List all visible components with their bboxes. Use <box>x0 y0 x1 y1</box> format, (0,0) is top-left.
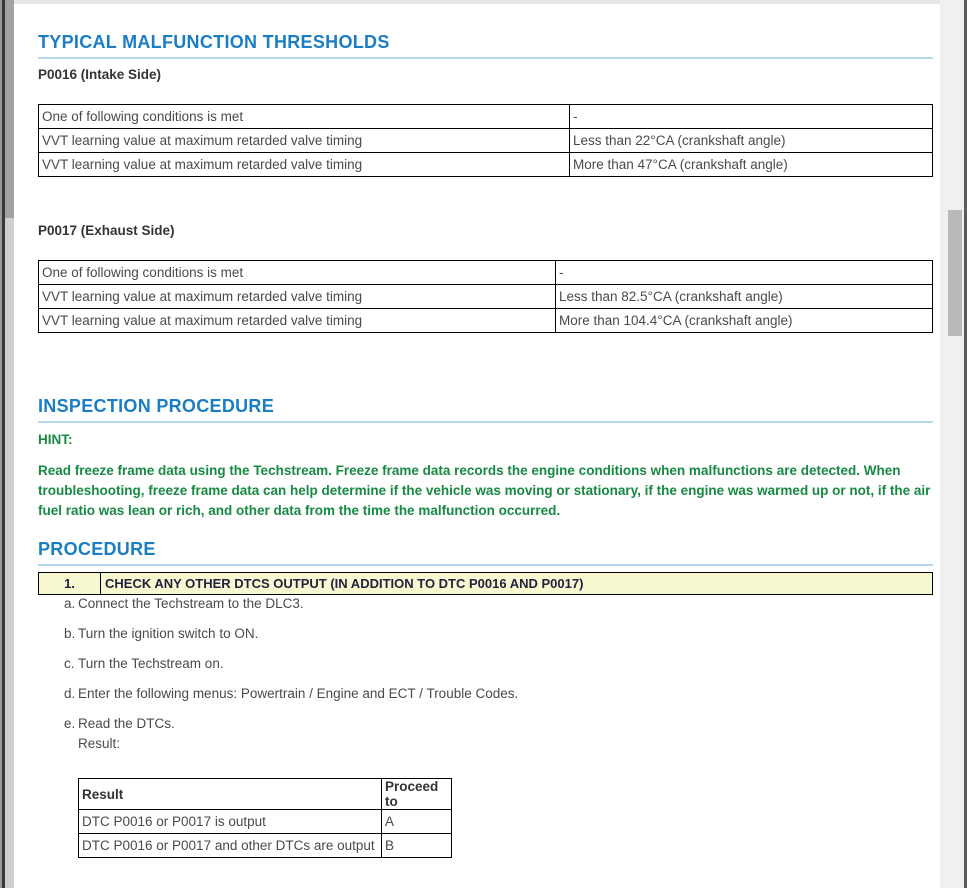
substep-b <box>64 626 924 641</box>
result-label: Result: <box>78 736 121 751</box>
threshold-cell: More than 104.4°CA (crankshaft angle) <box>556 309 933 333</box>
substep-text: Turn the ignition switch to ON. <box>78 626 259 641</box>
proceed-to-header: Proceed to <box>382 779 452 810</box>
condition-cell: VVT learning value at maximum retarded valve timing <box>39 309 556 333</box>
threshold-cell: - <box>556 261 933 285</box>
dtc-label-p0017: P0017 (Exhaust Side) <box>38 223 175 238</box>
threshold-cell: - <box>570 105 933 129</box>
hint-label: HINT: <box>38 432 73 447</box>
substep-text: Enter the following menus: Powertrain / Engine and ECT / Trouble Codes. <box>78 686 519 701</box>
substep-e <box>64 716 924 731</box>
document-content <box>38 0 933 888</box>
dtc-label-p0016: P0016 (Intake Side) <box>38 67 162 82</box>
table-row <box>39 309 933 333</box>
table-row <box>39 153 933 177</box>
procedure-step-header <box>38 572 933 595</box>
section-title-thresholds: TYPICAL MALFUNCTION THRESHOLDS <box>38 32 933 59</box>
table-row <box>39 261 933 285</box>
result-table <box>78 778 452 858</box>
substep-text: Read the DTCs. <box>78 716 175 731</box>
result-cell: DTC P0016 or P0017 is output <box>79 810 382 834</box>
hint-text: Read freeze frame data using the Techstream. Freeze frame data records the engine conditions when malfunctions are detected. When troubleshooting, freeze frame data can help determine if the vehicle was moving or stationary, if the engine was warmed up or not, if the air fuel ratio was lean or rich, and other data from the time the malfunction occurred. <box>38 463 931 518</box>
proceed-cell: A <box>382 810 452 834</box>
substep-a <box>64 596 924 611</box>
condition-cell: One of following conditions is met <box>39 105 570 129</box>
threshold-cell: Less than 82.5°CA (crankshaft angle) <box>556 285 933 309</box>
right-scrollbar-track[interactable] <box>940 0 964 888</box>
substep-letter: c. <box>64 656 75 671</box>
left-scrollbar-thumb[interactable] <box>5 0 14 218</box>
substep-letter: e. <box>64 716 76 731</box>
step-number: 1. <box>39 573 101 595</box>
substep-letter: a. <box>64 596 76 611</box>
threshold-table-p0016 <box>38 104 933 177</box>
section-title-inspection: INSPECTION PROCEDURE <box>38 396 933 423</box>
left-scrollbar-track[interactable] <box>5 0 14 888</box>
threshold-cell: Less than 22°CA (crankshaft angle) <box>570 129 933 153</box>
substep-text: Connect the Techstream to the DLC3. <box>78 596 304 611</box>
condition-cell: VVT learning value at maximum retarded valve timing <box>39 129 570 153</box>
table-row <box>79 834 452 858</box>
table-row <box>39 129 933 153</box>
substep-letter: d. <box>64 686 76 701</box>
section-title-procedure: PROCEDURE <box>38 539 933 566</box>
condition-cell: VVT learning value at maximum retarded valve timing <box>39 285 556 309</box>
proceed-cell: B <box>382 834 452 858</box>
substep-list <box>64 596 924 746</box>
result-cell: DTC P0016 or P0017 and other DTCs are output <box>79 834 382 858</box>
threshold-table-p0017 <box>38 260 933 333</box>
substep-d <box>64 686 924 701</box>
condition-cell: VVT learning value at maximum retarded valve timing <box>39 153 570 177</box>
substep-text: Turn the Techstream on. <box>78 656 224 671</box>
step-header-row <box>39 573 933 595</box>
substep-letter: b. <box>64 626 76 641</box>
threshold-cell: More than 47°CA (crankshaft angle) <box>570 153 933 177</box>
table-row <box>39 105 933 129</box>
table-row <box>79 810 452 834</box>
result-header: Result <box>79 779 382 810</box>
step-title: CHECK ANY OTHER DTCS OUTPUT (IN ADDITION TO DTC P0016 AND P0017) <box>101 573 933 595</box>
condition-cell: One of following conditions is met <box>39 261 556 285</box>
table-row <box>39 285 933 309</box>
right-scrollbar-thumb[interactable] <box>948 210 962 336</box>
substep-c <box>64 656 924 671</box>
result-table-header-row <box>79 779 452 810</box>
